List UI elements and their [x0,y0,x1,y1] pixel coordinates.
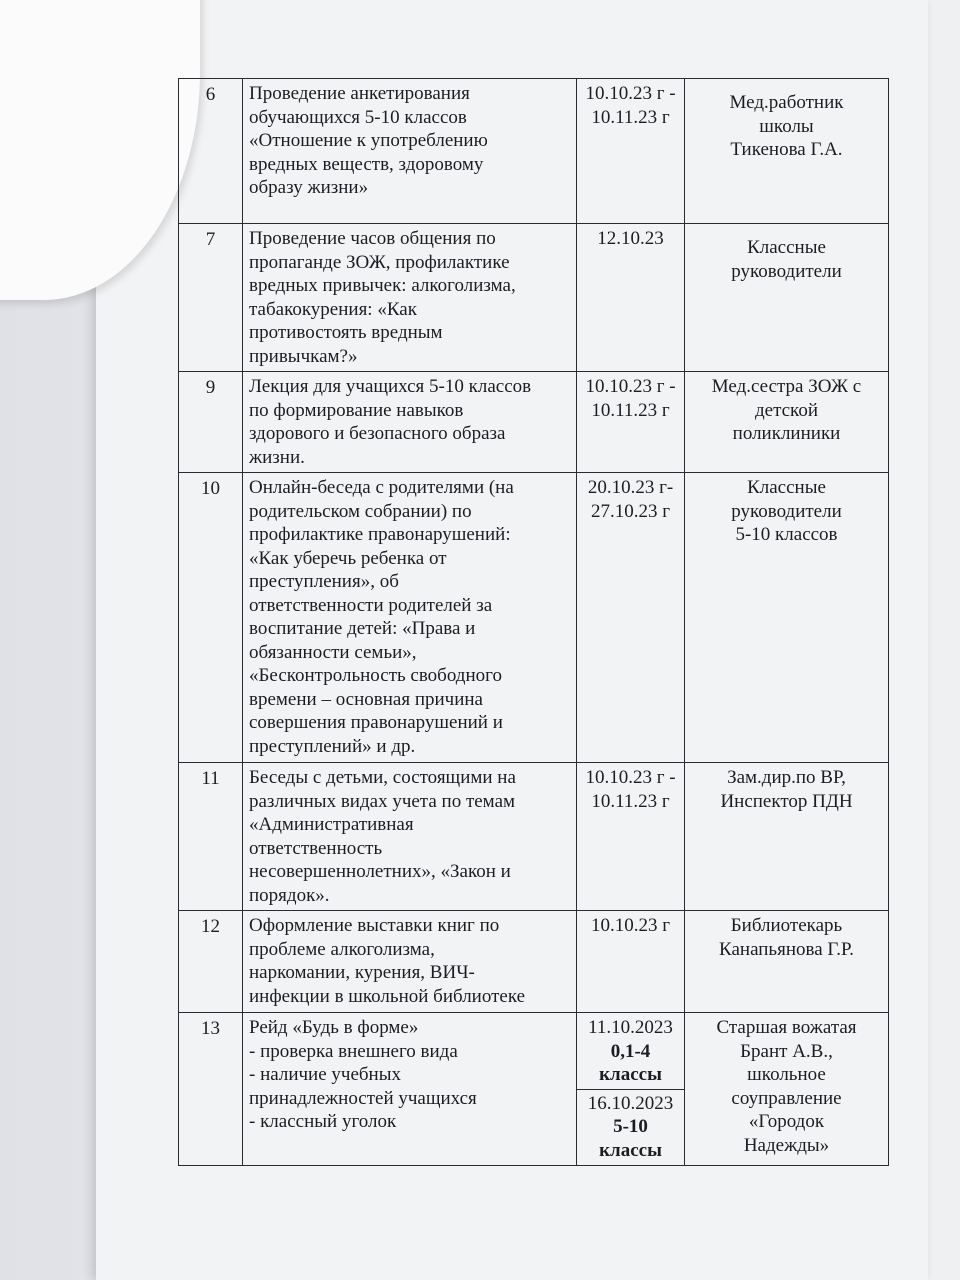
row-number: 13 [179,1013,243,1166]
table-row [179,911,889,1013]
responsible-person: Старшая вожатая Брант А.В., школьное соуправление «Городок Надежды» [685,1013,889,1166]
activity-description: Оформление выставки книг по проблеме алкоголизма, наркомании, курения, ВИЧ- инфекции в школьной библиотеке [243,911,577,1013]
activity-date: 10.10.23 г - 10.11.23 г [577,79,685,224]
table-row [179,1013,889,1166]
responsible-person: Мед.работник школы Тикенова Г.А. [685,79,889,224]
row-number: 9 [179,372,243,473]
activity-date: 20.10.23 г- 27.10.23 г [577,473,685,763]
activity-date: 10.10.23 г [577,911,685,1013]
second-date-cell: 16.10.2023 5-10 классы [577,1089,684,1163]
activity-date: 10.10.23 г - 10.11.23 г [577,763,685,911]
activity-description: Онлайн-беседа с родителями (на родительском собрании) по профилактике правонарушений: «Как уберечь ребенка от преступления», об ответственности родителей за воспитание детей: «Права и обязанности семьи», «Бесконтрольность свободного времени – основная причина совершения правонарушений и преступлений» и др. [243,473,577,763]
activity-description: Проведение часов общения по пропаганде ЗОЖ, профилактике вредных привычек: алкоголизма, табакокурения: «Как противостоять вредным привычкам?» [243,224,577,372]
table-row [179,763,889,911]
responsible-person: Классные руководители 5-10 классов [685,473,889,763]
activity-description: Проведение анкетирования обучающихся 5-10 классов «Отношение к употреблению вредных веществ, здоровому образу жизни» [243,79,577,224]
table-row [179,372,889,473]
table-row [179,224,889,372]
table-row [179,79,889,224]
activity-date: 12.10.23 [577,224,685,372]
activity-description: Лекция для учащихся 5-10 классов по формирование навыков здорового и безопасного образа жизни. [243,372,577,473]
row-number: 6 [179,79,243,224]
responsible-person: Зам.дир.по ВР, Инспектор ПДН [685,763,889,911]
table-row [179,473,889,763]
activity-description: Беседы с детьми, состоящими на различных видах учета по темам «Административная ответственность несовершеннолетних», «Закон и порядок». [243,763,577,911]
activity-date: 10.10.23 г - 10.11.23 г [577,372,685,473]
responsible-person: Мед.сестра ЗОЖ с детской поликлиники [685,372,889,473]
row-number: 7 [179,224,243,372]
row-number: 12 [179,911,243,1013]
responsible-person: Библиотекарь Канапьянова Г.Р. [685,911,889,1013]
activity-plan-table [178,78,889,1166]
activity-date: 11.10.2023 0,1-4 классы 16.10.2023 5-10 классы [577,1013,685,1166]
row-number: 10 [179,473,243,763]
activity-description: Рейд «Будь в форме» - проверка внешнего вида - наличие учебных принадлежностей учащихся - классный уголок [243,1013,577,1166]
responsible-person: Классные руководители [685,224,889,372]
row-number: 11 [179,763,243,911]
